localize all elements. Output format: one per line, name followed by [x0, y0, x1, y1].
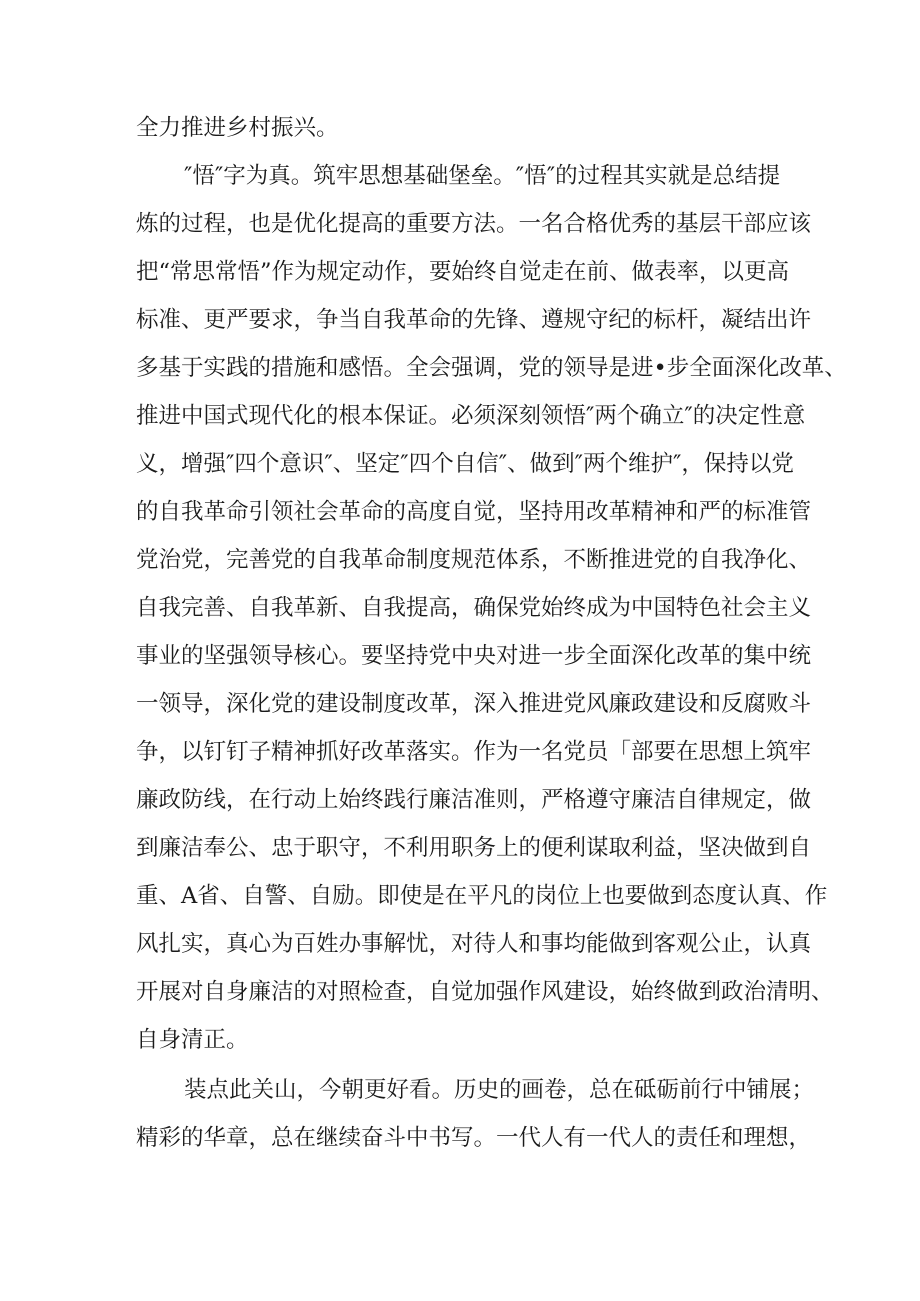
paragraph-2-line-7: 义，增强″四个意识″、坚定″四个自信″、做到″两个维护″，保持以党 [136, 451, 794, 477]
paragraph-2-line-14: 廉政防线，在行动上始终践行廉洁准则，严格遵守廉洁自律规定，做 [136, 787, 812, 813]
paragraph-3-line-2: 精彩的华章，总在继续奋斗中书写。一代人有一代人的责任和理想， [136, 1125, 812, 1151]
paragraph-3-line-1: 装点此关山，今朝更好看。历史的画卷，总在砥砺前行中铺展； [184, 1077, 815, 1103]
paragraph-2-line-17: 风扎实，真心为百姓办事解忧，对待人和事均能做到客观公止，认真 [136, 931, 812, 957]
paragraph-1-line-1: 全力推进乡村振兴。 [136, 115, 339, 141]
paragraph-2-line-10: 自我完善、自我革新、自我提高，确保党始终成为中国特色社会主义 [136, 595, 812, 621]
paragraph-2-line-11: 事业的坚强领导核心。要坚持党中央对进一步全面深化改革的集中统 [136, 643, 812, 669]
paragraph-2-line-8: 的自我革命引领社会革命的高度自觉，坚持用改革精神和严的标准管 [136, 499, 812, 525]
paragraph-2-line-1: ″悟″字为真。筑牢思想基础堡垒。″悟″的过程其实就是总结提 [184, 163, 781, 189]
paragraph-2-line-6: 推进中国式现代化的根本保证。必须深刻领悟″两个确立″的决定性意 [136, 403, 806, 429]
paragraph-2-line-19: 自身清正。 [136, 1027, 249, 1053]
paragraph-2-line-18: 开展对自身廉洁的对照检查，自觉加强作风建设，始终做到政治清明、 [136, 979, 834, 1005]
paragraph-2-line-16: 重、A省、自警、自励。即使是在平凡的岗位上也要做到态度认真、作 [136, 883, 828, 909]
paragraph-2-line-9: 党治党，完善党的自我革命制度规范体系，不断推进党的自我净化、 [136, 547, 812, 573]
paragraph-2-line-13: 争，以钉钉子精神抓好改革落实。作为一名党员「部要在思想上筑牢 [136, 739, 812, 765]
paragraph-2-line-5: 多基于实践的措施和感悟。全会强调，党的领导是进•步全面深化改革、 [136, 355, 847, 381]
paragraph-2-line-3: 把“常思常悟”作为规定动作，要始终自觉走在前、做表率，以更高 [136, 259, 790, 285]
paragraph-2-line-2: 炼的过程，也是优化提高的重要方法。一名合格优秀的基层干部应该 [136, 211, 812, 237]
paragraph-2-line-12: 一领导，深化党的建设制度改革，深入推进党风廉政建设和反腐败斗 [136, 691, 812, 717]
paragraph-2-line-4: 标准、更严要求，争当自我革命的先锋、遵规守纪的标杆，凝结出许 [136, 307, 812, 333]
paragraph-2-line-15: 到廉洁奉公、忠于职守，不利用职务上的便利谋取利益，坚决做到自 [136, 835, 812, 861]
